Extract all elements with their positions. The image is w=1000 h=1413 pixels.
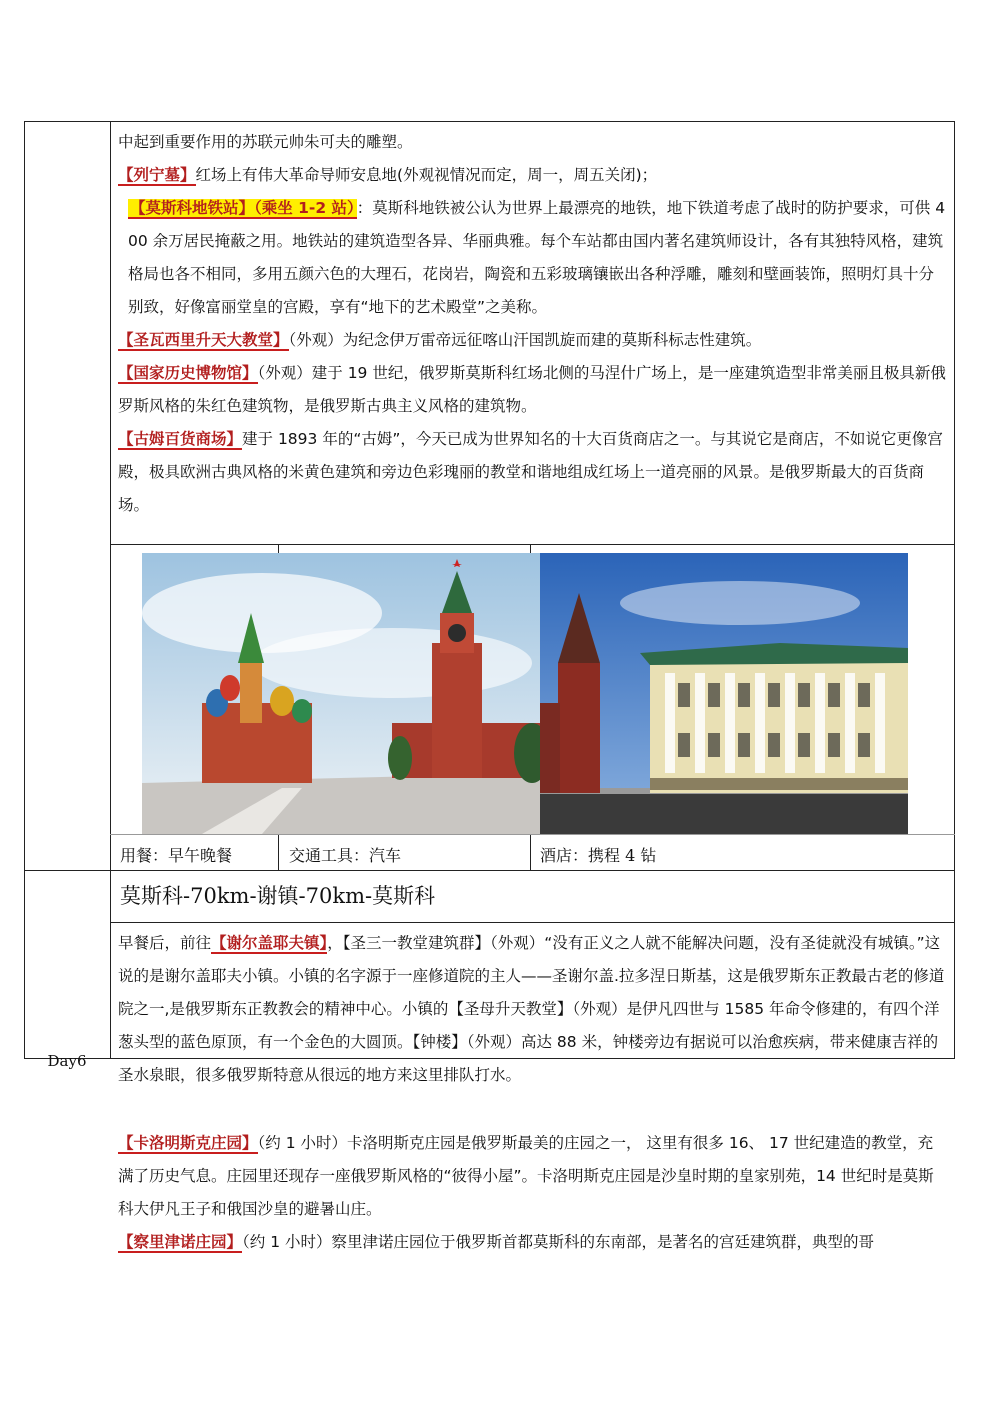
paragraph [118, 1226, 946, 1259]
attraction-tag-sergiev: 【谢尔盖耶夫镇】 [211, 934, 328, 952]
paragraph [118, 159, 946, 192]
day6-description [118, 927, 946, 1092]
paragraph-text: （外观）建于 19 世纪，俄罗斯莫斯科红场北侧的马涅什广场上，是一座建筑造型非常美丽且极具新俄罗斯风格的朱红色建筑物，是俄罗斯古典主义风格的建筑物。 [118, 364, 946, 415]
attraction-tag-basil: 【圣瓦西里升天大教堂】 [118, 331, 289, 349]
table-divider [278, 834, 279, 870]
paragraph [118, 324, 946, 357]
day5-description [118, 126, 946, 522]
hotel-info: 酒店：携程 4 钻 [540, 846, 657, 865]
paragraph-text: 早餐后，前往 [118, 934, 212, 952]
paragraph-text: 红场上有伟大革命导师安息地(外观视情况而定，周一，周五关闭)； [195, 166, 658, 184]
table-divider [110, 922, 955, 923]
paragraph-text: 中起到重要作用的苏联元帅朱可夫的雕塑。 [118, 133, 413, 151]
paragraph [118, 192, 946, 324]
armoury-illustration [540, 553, 908, 834]
paragraph [118, 1127, 946, 1226]
paragraph [118, 927, 946, 1092]
attraction-tag-lenin: 【列宁墓】 [118, 166, 196, 184]
paragraph-text: ，【圣三一教堂建筑群】（外观）“没有正义之人就不能解决问题，没有圣徒就没有城镇。”这说的是谢尔盖耶夫小镇。小镇的名字源于一座修道院的主人——圣谢尔盖.拉多涅日斯基，这是俄罗斯东正教最古老的修道院之一,是俄罗斯东正教教会的精神中心。小镇的【圣母升天教堂】（外观）是伊凡四世与 1585 年命令修建的，有四个洋葱头型的蓝色原顶，有一个金色的大圆顶。【钟楼】（外观）高达 88 米，钟楼旁边有据说可以治愈疾病，带来健康吉祥的圣水泉眼，很多俄罗斯特意从很远的地方来这里排队打水。 [118, 934, 945, 1084]
red-square-illustration [142, 553, 540, 834]
table-divider [530, 834, 531, 870]
table-divider [110, 544, 955, 545]
day6-description-2 [118, 1127, 946, 1259]
transport-info: 交通工具：汽车 [289, 846, 402, 865]
meals-info: 用餐：早午晚餐 [120, 846, 233, 865]
table-divider [110, 121, 111, 1059]
attraction-tag-museum: 【国家历史博物馆】 [118, 364, 258, 382]
paragraph [118, 126, 946, 159]
paragraph-text: （外观）为纪念伊万雷帝远征喀山汗国凯旋而建的莫斯科标志性建筑。 [288, 331, 762, 349]
paragraph-text: 建于 1893 年的“古姆”，今天已成为世界知名的十大百货商店之一。与其说它是商店，不如说它更像宫殿，极具欧洲古典风格的米黄色建筑和旁边色彩瑰丽的教堂和谐地组成红场上一道亮丽的风景。是俄罗斯最大的百货商场。 [118, 430, 943, 514]
table-divider [110, 834, 955, 835]
attraction-tag-tsaritsyno: 【察里津诺庄园】 [118, 1233, 243, 1251]
paragraph [118, 423, 946, 522]
day-label: Day6 [47, 1052, 87, 1070]
red-square-photo [142, 553, 540, 834]
attraction-tag-metro: 【莫斯科地铁站】（乘坐 1-2 站） [130, 199, 355, 217]
attraction-tag-gum: 【古姆百货商场】 [118, 430, 243, 448]
table-divider [24, 870, 955, 871]
paragraph-text: （约 1 小时）卡洛明斯克庄园是俄罗斯最美的庄园之一， 这里有很多 16、 17 世纪建造的教堂，充满了历史气息。庄园里还现存一座俄罗斯风格的“彼得小屋”。卡洛明斯克庄园是沙皇时期的皇家别苑，14 世纪时是莫斯科大伊凡王子和俄国沙皇的避暑山庄。 [118, 1134, 934, 1218]
armoury-photo [540, 553, 908, 834]
paragraph-text: （约 1 小时）察里津诺庄园位于俄罗斯首都莫斯科的东南部，是著名的宫廷建筑群，典型的哥 [242, 1233, 874, 1251]
attraction-tag-kolomenskoye: 【卡洛明斯克庄园】 [118, 1134, 258, 1152]
paragraph [118, 357, 946, 423]
day-title: 莫斯科-70km-谢镇-70km-莫斯科 [120, 884, 436, 908]
paragraph-text: ：莫斯科地铁被公认为世界上最漂亮的地铁，地下铁道考虑了战时的防护要求，可供 400 余万居民掩蔽之用。地铁站的建筑造型各异、华丽典雅。每个车站都由国内著名建筑师设计，各有其独特风格，建筑格局也各不相同，多用五颜六色的大理石，花岗岩，陶瓷和五彩玻璃镶嵌出各种浮雕，雕刻和壁画装饰，照明灯具十分别致，好像富丽堂皇的宫殿，享有“地下的艺术殿堂”之美称。 [128, 199, 946, 316]
